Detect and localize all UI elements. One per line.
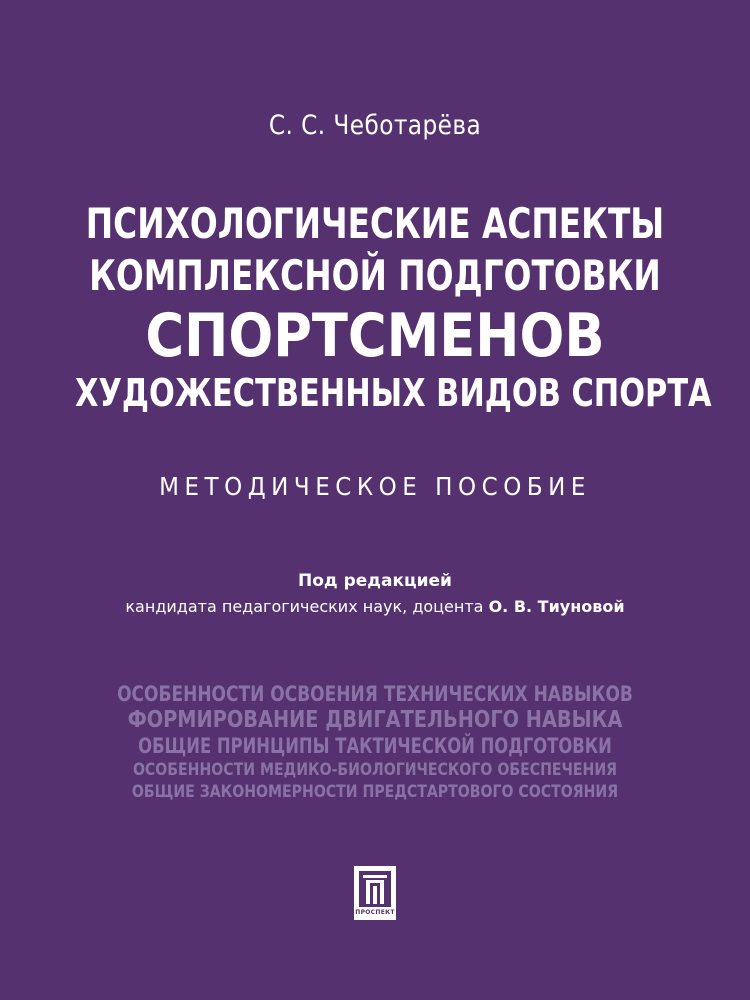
editor-block [0,569,750,621]
title-line-3: СПОРТСМЕНОВ [145,301,605,371]
editor-credentials: кандидата педагогических наук, доцента [125,597,484,616]
topic-item: ОСОБЕННОСТИ ОСВОЕНИЯ ТЕХНИЧЕСКИХ НАВЫКОВ [117,682,633,706]
author-name: С. С. Чеботарёва [268,110,482,141]
editor-heading: Под редакцией [298,571,452,591]
book-subtitle: МЕТОДИЧЕСКОЕ ПОСОБИЕ [159,472,591,501]
publisher-name: ПРОСПЕКТ [355,909,395,916]
title-line-1: ПСИХОЛОГИЧЕСКИЕ АСПЕКТЫ [85,199,665,248]
topic-item: ОБЩИЕ ЗАКОНОМЕРНОСТИ ПРЕДСТАРТОВОГО СОСТОЯНИЯ [131,782,619,802]
topic-item: ФОРМИРОВАНИЕ ДВИГАТЕЛЬНОГО НАВЫКА [127,707,623,733]
topics-list [0,682,750,803]
editor-line [0,593,750,621]
title-line-2: КОМПЛЕКСНОЙ ПОДГОТОВКИ [89,251,661,300]
topic-item: ОБЩИЕ ПРИНЦИПЫ ТАКТИЧЕСКОЙ ПОДГОТОВКИ [138,734,612,758]
topic-item: ОСОБЕННОСТИ МЕДИКО-БИОЛОГИЧЕСКОГО ОБЕСПЕЧЕНИЯ [132,760,618,780]
book-title [0,198,750,416]
editor-name: О. В. Тиуновой [488,597,625,616]
title-line-4: ХУДОЖЕСТВЕННЫХ ВИДОВ СПОРТА [75,371,712,415]
